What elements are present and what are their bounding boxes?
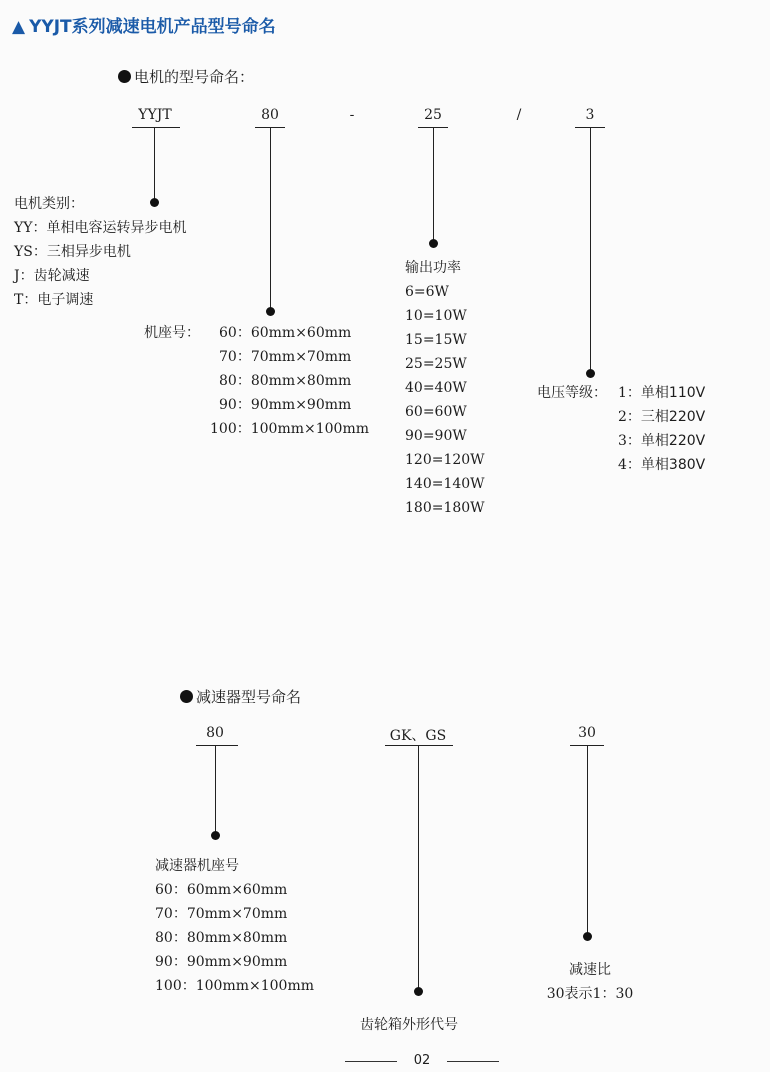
list-item: 15=15W [405,332,467,348]
motor-category-title: 电机类别： [14,196,84,212]
list-item: 90=90W [405,428,467,444]
frame-list [210,321,380,441]
page-number: 02 [413,1053,431,1068]
connector-power [433,127,434,242]
reducer-code-ratio: 30 [578,725,596,741]
list-item: YY：单相电容运转异步电机 [14,220,187,236]
reducer-frame-title: 减速器机座号 [155,858,239,874]
bullet-icon [118,70,131,83]
motor-heading-text: 电机的型号命名： [134,68,255,86]
list-item: T：电子调速 [14,292,94,308]
page-title-text: YYJT系列减速电机产品型号命名 [29,17,276,37]
code-voltage: 3 [585,107,595,123]
reducer-connector-dot-frame [211,831,220,840]
code-dash: - [349,107,355,123]
reducer-connector-dot-ratio [583,932,592,941]
reducer-connector-ratio [587,745,588,935]
code-type: YYJT [138,107,172,123]
reducer-underline-shape [385,745,453,746]
reducer-connector-dot-shape [414,987,423,996]
underline-type [132,127,180,128]
voltage-title: 电压等级： [537,385,607,401]
reducer-connector-shape [418,745,419,990]
list-item: 6=6W [405,284,449,300]
frame-title: 机座号： [144,325,200,341]
list-item: 60：60mm×60mm [219,325,352,341]
connector-type [154,127,155,201]
motor-heading [118,66,254,87]
reducer-heading-text: 减速器型号命名 [196,688,302,706]
connector-frame [270,127,271,310]
list-item: 1：单相110V [618,385,706,401]
list-item: 100：100mm×100mm [155,978,315,994]
ratio-title: 减速比 [569,962,611,978]
power-title: 输出功率 [405,260,461,276]
reducer-underline-frame [196,745,238,746]
bullet-icon [180,690,193,703]
list-item: 70：70mm×70mm [219,349,352,365]
list-item: 90：90mm×90mm [219,397,352,413]
page-number-rule-right [447,1061,499,1062]
code-slash: / [516,107,522,123]
page-title [12,12,276,37]
triangle-icon: ▲ [12,17,26,37]
list-item: 60：60mm×60mm [155,882,288,898]
list-item: 140=140W [405,476,485,492]
ratio-desc: 30表示1：30 [546,986,634,1002]
list-item: 180=180W [405,500,485,516]
ratio-block [540,958,640,1006]
voltage-list [618,381,705,477]
reducer-connector-frame [215,745,216,835]
list-item: 70：70mm×70mm [155,906,288,922]
list-item: 100：100mm×100mm [210,421,370,437]
reducer-frame-list [155,854,314,998]
reducer-code-frame: 80 [206,725,224,741]
list-item: 60=60W [405,404,467,420]
connector-dot-frame [266,307,275,316]
list-item: 25=25W [405,356,467,372]
code-power: 25 [424,107,442,123]
connector-dot-power [429,239,438,248]
power-list [405,256,485,520]
reducer-heading [180,686,301,707]
list-item: 90：90mm×90mm [155,954,288,970]
code-frame: 80 [261,107,279,123]
list-item: 3：单相220V [618,433,706,449]
connector-voltage [590,127,591,373]
list-item: 4：单相380V [618,457,706,473]
list-item: YS：三相异步电机 [14,244,131,260]
list-item: 80：80mm×80mm [155,930,288,946]
list-item: 80：80mm×80mm [219,373,352,389]
list-item: J：齿轮减速 [14,268,90,284]
connector-dot-voltage [586,369,595,378]
list-item: 120=120W [405,452,485,468]
gearbox-shape-title: 齿轮箱外形代号 [360,1017,458,1033]
reducer-code-shape: GK、GS [389,728,447,744]
list-item: 10=10W [405,308,467,324]
list-item: 40=40W [405,380,467,396]
motor-category-block [14,192,186,312]
list-item: 2：三相220V [618,409,706,425]
